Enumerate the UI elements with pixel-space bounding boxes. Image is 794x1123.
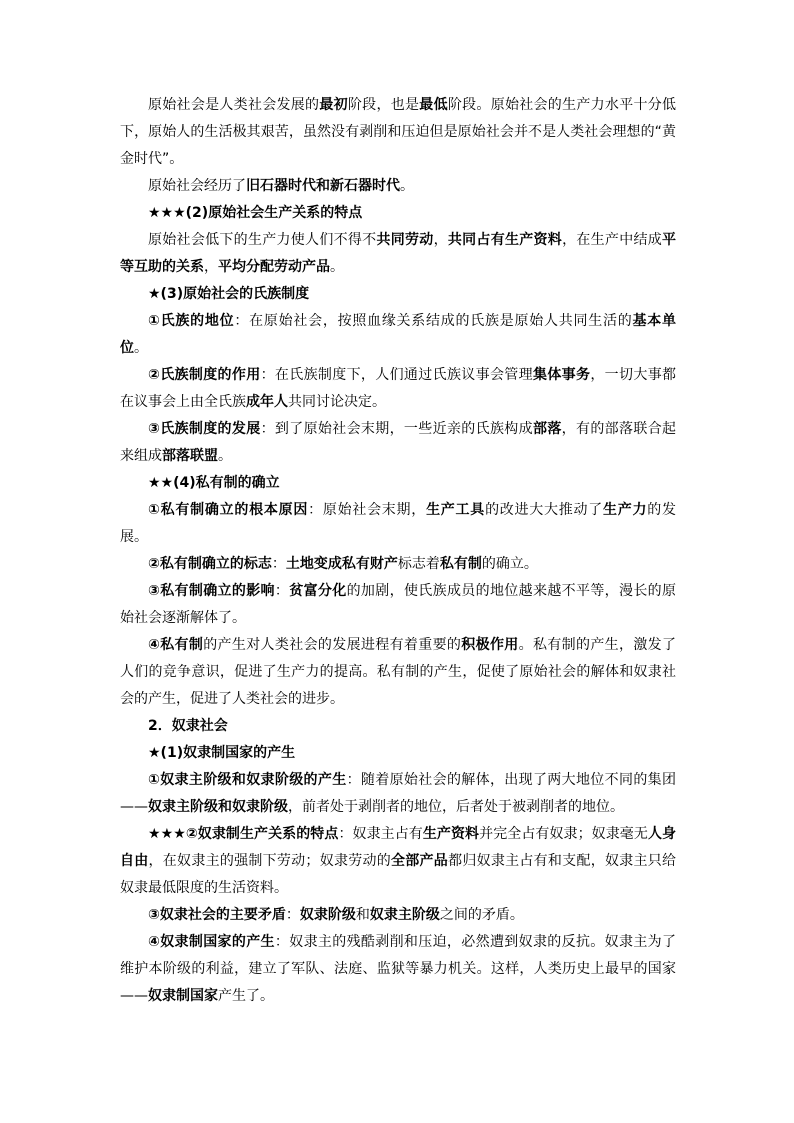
text-run: 。 [400, 178, 414, 194]
text-run: ，一切大事都在议事会上由全氏族 [120, 367, 677, 410]
bold-text: ★★★(2)原始社会生产关系的特点 [148, 205, 363, 221]
text-run: 的加剧，使氏族成员的地位越来越不平等，漫长的原始社会逐渐解体了。 [120, 583, 677, 626]
paragraph [120, 497, 676, 551]
bold-text: 生产工具 [426, 502, 486, 518]
bold-text: ①奴隶主阶级和奴隶阶级的产生 [148, 772, 347, 788]
text-run: ： [285, 907, 300, 923]
bold-text: 共同占有生产资料 [447, 232, 563, 248]
text-run: ：奴隶主占有 [338, 826, 423, 842]
text-run: 并完全占有奴隶；奴隶毫无 [479, 826, 648, 842]
bold-text: 平等互助的关系 [120, 232, 677, 275]
bold-text: 生产力 [603, 502, 648, 518]
text-run: ， [204, 259, 218, 275]
bold-text: 私有制 [439, 556, 482, 572]
paragraph [120, 713, 676, 740]
bold-text: ★★(4)私有制的确立 [148, 475, 280, 491]
text-run: ：在原始社会，按照血缘关系结成的氏族是原始人共同生活的 [234, 313, 633, 329]
text-run: 都归奴隶主占有和支配，奴隶主只给奴隶最低限度的生活资料。 [120, 853, 677, 896]
bold-text: ★(3)原始社会的氏族制度 [148, 286, 310, 302]
text-run: ： [271, 556, 286, 572]
text-run: 的确立。 [481, 556, 538, 572]
bold-text: 旧石器时代和新石器时代 [246, 178, 400, 194]
paragraph [120, 362, 676, 416]
paragraph [120, 416, 676, 470]
bold-text: 贫富分化 [289, 583, 347, 599]
bold-text: 奴隶主阶级 [369, 907, 440, 923]
text-run: 的改进大大推动了 [485, 502, 604, 518]
paragraph [120, 92, 676, 173]
text-run: 阶段，也是 [347, 97, 420, 113]
bold-text: 全部产品 [391, 853, 449, 869]
bold-text: ①私有制确立的根本原因 [148, 502, 309, 518]
text-run: 产生了。 [218, 988, 274, 1004]
bold-text: 人身自由 [120, 826, 677, 869]
text-run: 原始社会低下的生产力使人们不得不 [148, 232, 377, 248]
text-run: 的产生对人类社会的发展进程有着重要的 [203, 637, 462, 653]
text-run: ：随着原始社会的解体，出现了两大地位不同的集团—— [120, 772, 676, 815]
text-run: ，有的部落联合起来组成 [120, 421, 677, 464]
paragraph [120, 740, 676, 767]
paragraph [120, 200, 676, 227]
bold-text: ②私有制确立的标志 [148, 556, 272, 572]
text-run: 。 [218, 448, 232, 464]
text-run: 共同讨论决定。 [288, 394, 386, 410]
bold-text: 土地变成私有财产 [285, 556, 398, 572]
paragraph [120, 578, 676, 632]
bold-text: 最低 [419, 97, 448, 113]
paragraph [120, 929, 676, 1010]
paragraph [120, 632, 676, 713]
paragraph [120, 821, 676, 902]
bold-text: 奴隶主阶级和奴隶阶级 [148, 799, 288, 815]
text-run: 和 [355, 907, 370, 923]
text-run: ：奴隶主的残酷剥削和压迫，必然遭到奴隶的反抗。奴隶主为了维护本阶级的利益，建立了军队、法庭、监狱等暴力机关。这样，人类历史上最早的国家—— [120, 934, 676, 1004]
bold-text: 2．奴隶社会 [148, 718, 228, 734]
text-run: 。 [134, 340, 148, 356]
text-run: ：原始社会末期， [308, 502, 427, 518]
text-run: 标志着 [397, 556, 440, 572]
bold-text: 奴隶阶级 [299, 907, 356, 923]
bold-text: ②氏族制度的作用 [148, 367, 261, 383]
bold-text: 基本单位 [120, 313, 677, 356]
bold-text: 集体事务 [532, 367, 591, 383]
bold-text: ④奴隶制国家的产生 [148, 934, 275, 950]
bold-text: 部落 [532, 421, 562, 437]
bold-text: 最初 [319, 97, 348, 113]
bold-text: ③私有制确立的影响 [148, 583, 275, 599]
paragraph [120, 173, 676, 200]
text-run: 原始社会是人类社会发展的 [148, 97, 320, 113]
bold-text: ④私有制 [148, 637, 204, 653]
text-run: ： [274, 583, 290, 599]
bold-text: ③奴隶社会的主要矛盾 [148, 907, 286, 923]
text-run: 阶段。原始社会的生产力水平十分低下，原始人的生活极其艰苦，虽然没有剥削和压迫但是原始社会并不是人类社会理想的“黄金时代”。 [120, 97, 677, 167]
text-run: ， [433, 232, 448, 248]
text-run: 之间的矛盾。 [439, 907, 524, 923]
bold-text: 共同劳动 [376, 232, 434, 248]
text-run: ：到了原始社会末期，一些近亲的氏族构成 [260, 421, 533, 437]
paragraph [120, 227, 676, 281]
text-run: 原始社会经历了 [148, 178, 246, 194]
paragraph [120, 470, 676, 497]
document-body [120, 92, 676, 1010]
text-run: ，在生产中结成 [562, 232, 663, 248]
bold-text: 平均分配劳动产品 [218, 259, 330, 275]
bold-text: ①氏族的地位 [148, 313, 235, 329]
bold-text: ★★★②奴隶制生产关系的特点 [148, 826, 339, 842]
paragraph [120, 551, 676, 578]
paragraph [120, 308, 676, 362]
paragraph [120, 767, 676, 821]
bold-text: 成年人 [246, 394, 288, 410]
text-run: ：在氏族制度下，人们通过氏族议事会管理 [260, 367, 533, 383]
text-run: 的发展。 [120, 502, 677, 545]
paragraph [120, 902, 676, 929]
text-run: ，前者处于剥削者的地位，后者处于被剥削者的地位。 [288, 799, 624, 815]
text-run: 。私有制的产生，激发了人们的竞争意识，促进了生产力的提高。私有制的产生，促使了原始社会的解体和奴隶社会的产生，促进了人类社会的进步。 [120, 637, 677, 707]
paragraph [120, 281, 676, 308]
bold-text: 积极作用 [461, 637, 519, 653]
text-run: ，在奴隶主的强制下劳动；奴隶劳动的 [148, 853, 392, 869]
bold-text: 部落联盟 [162, 448, 218, 464]
bold-text: 奴隶制国家 [148, 988, 218, 1004]
bold-text: ★(1)奴隶制国家的产生 [148, 745, 296, 761]
bold-text: ③氏族制度的发展 [148, 421, 261, 437]
bold-text: 生产资料 [422, 826, 480, 842]
text-run: 。 [330, 259, 344, 275]
